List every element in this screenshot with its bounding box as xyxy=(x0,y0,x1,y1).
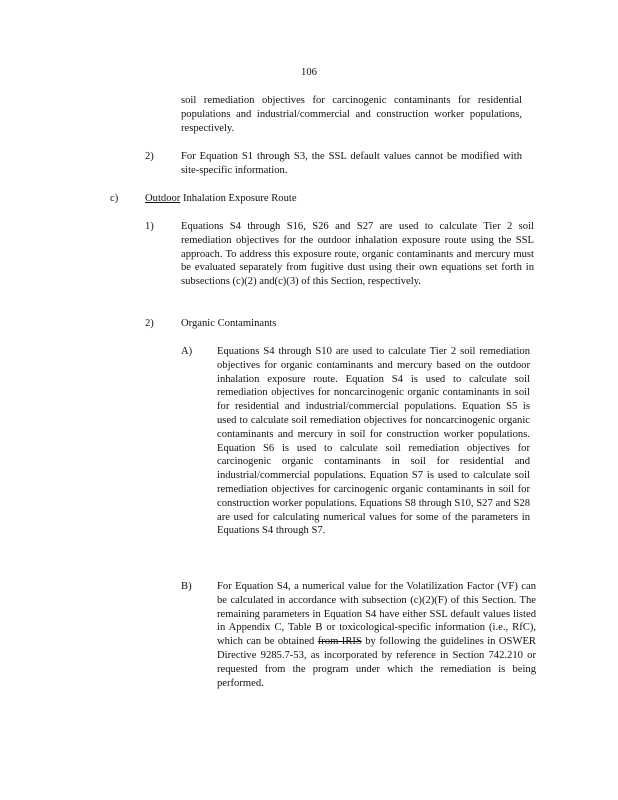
c2a-paragraph: Equations S4 through S10 are used to calculate Tier 2 soil remediation objectives for organic contaminants and mercury based on the outdoor inhalation exposure route. Equation S4 is used to calculate soil remediation objectives for noncarcinogenic organic contaminants in soil for residential and industrial/commercial populations. Equation S5 is used to calculate soil remediation objectives for noncarcinogenic organic contaminants and mercury in soil for construction worker populations. Equation S6 is used to calculate soil remediation objectives for carcinogenic organic contaminants in soil for residential and industrial/commercial populations. Equation S7 is used to calculate soil remediation objectives for carcinogenic organic contaminants in soil for construction worker populations. Equations S8 through S10, S27 and S28 are used for calculating numerical values for some of the parameters in Equations S4 through S7. xyxy=(217,346,530,537)
c2b-text-before: For Equation S4, a numerical value for the Volatilization Factor (VF) can be calculated in accordance with subsection (c)(2)(F) of this Section. The remaining parameters in Equation S4 have either SSL default values listed in Appendix C, Table B or toxicological-specific information (i.e., RfC), which can be obtained xyxy=(217,581,536,648)
c2b-text-after: by following the guidelines in OSWER Directive 9285.7-53, as incorporated by reference in Section 742.210 or requested from the program under which the remediation is being performed. xyxy=(217,636,536,689)
item-2-paragraph: For Equation S1 through S3, the SSL default values cannot be modified with site-specific information. xyxy=(181,151,522,176)
item-2-marker: 2) xyxy=(145,151,154,162)
c2b-struck-text: from IRIS xyxy=(317,636,362,648)
section-c-marker: c) xyxy=(110,193,119,204)
c1-paragraph: Equations S4 through S16, S26 and S27 are used to calculate Tier 2 soil remediation objectives for the outdoor inhalation exposure route using the SSL approach. To address this exposure route, organic contaminants and mercury must be evaluated separately from fugitive dust using their own equations set forth in subsections (c)(2) and(c)(3) of this Section, respectively. xyxy=(181,221,534,288)
page-number: 106 xyxy=(301,67,317,78)
c2b-paragraph xyxy=(217,580,536,690)
section-c-heading-rest: Inhalation Exposure Route xyxy=(180,193,297,204)
section-c-heading-underlined: Outdoor xyxy=(145,193,181,204)
c2a-marker: A) xyxy=(181,346,193,357)
c2-marker: 2) xyxy=(145,318,154,329)
section-c-heading xyxy=(145,192,297,206)
c2b-marker: B) xyxy=(181,581,192,592)
c2-heading: Organic Contaminants xyxy=(181,318,277,329)
c1-marker: 1) xyxy=(145,221,154,232)
continuation-paragraph: soil remediation objectives for carcinogenic contaminants for residential populations and industrial/commercial and construction worker populations, respectively. xyxy=(181,95,522,134)
